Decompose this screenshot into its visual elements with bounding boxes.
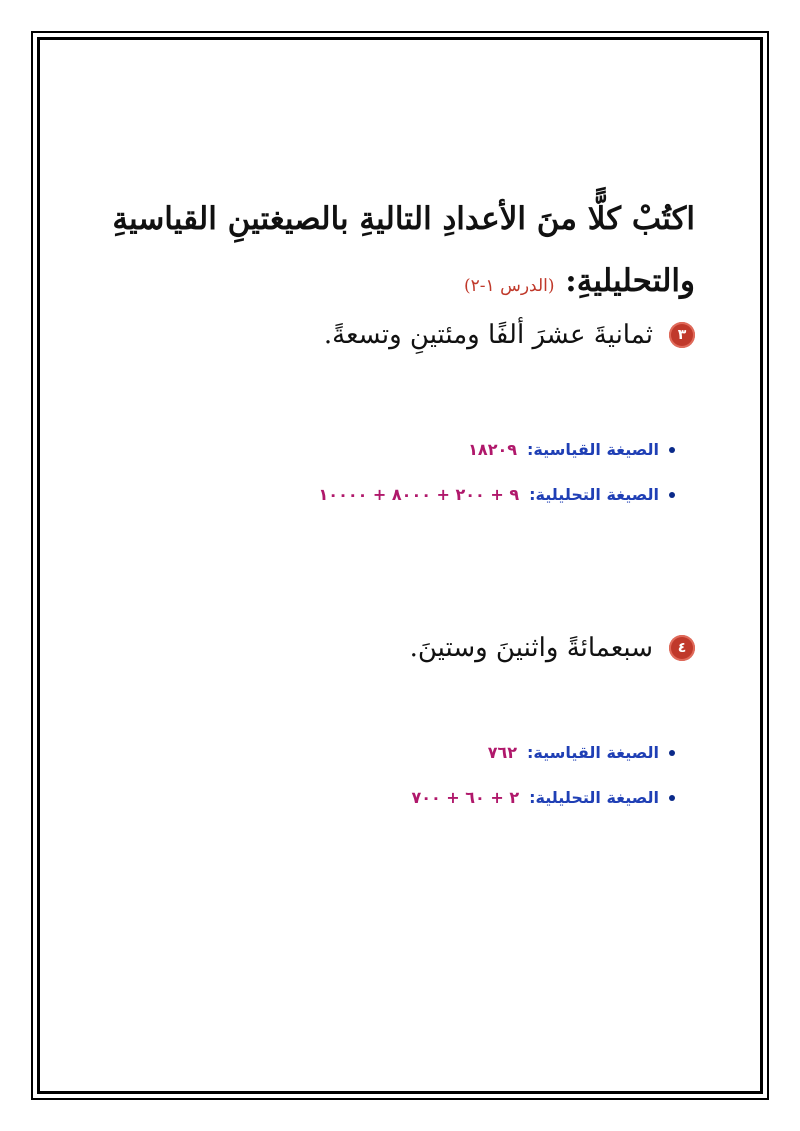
- answer-value: ١٨٢٠٩: [468, 440, 517, 459]
- answer-value: ٧٦٢: [487, 743, 517, 762]
- answer-label: الصيغة القياسية:: [526, 440, 659, 459]
- bullet-icon: [669, 750, 675, 756]
- question-number-badge: ٣: [669, 322, 695, 348]
- question-4: [410, 633, 695, 663]
- answer-standard-form: [468, 440, 675, 459]
- answer-label: الصيغة القياسية:: [526, 743, 659, 762]
- answer-expanded-form: [411, 788, 675, 807]
- instruction-line-1: اكتُبْ كلًّا منَ الأعدادِ التاليةِ بالصيغتينِ القياسيةِ: [112, 201, 695, 237]
- answer-expanded-form: [319, 485, 675, 504]
- bullet-icon: [669, 492, 675, 498]
- question-text: ثمانيةَ عشرَ ألفًا ومئتينِ وتسعةً.: [323, 320, 653, 350]
- question-number-badge: ٤: [669, 635, 695, 661]
- bullet-icon: [669, 447, 675, 453]
- lesson-reference: (الدرس ١-٢): [464, 276, 555, 296]
- answer-standard-form: [488, 743, 675, 762]
- answer-label: الصيغة التحليلية:: [529, 788, 659, 807]
- answer-value: ٢ + ٦٠ + ٧٠٠: [411, 788, 520, 807]
- answer-value: ٩ + ٢٠٠ + ٨٠٠٠ + ١٠٠٠٠: [318, 485, 520, 504]
- page-content: [40, 40, 760, 1091]
- question-text: سبعمائةً واثنينَ وستينَ.: [409, 633, 653, 663]
- answer-label: الصيغة التحليلية:: [529, 485, 659, 504]
- bullet-icon: [669, 795, 675, 801]
- instruction-heading: [75, 188, 695, 317]
- instruction-line-2: [75, 250, 695, 317]
- question-3: [324, 320, 695, 350]
- instruction-line-2-text: والتحليليةِ:: [565, 263, 695, 299]
